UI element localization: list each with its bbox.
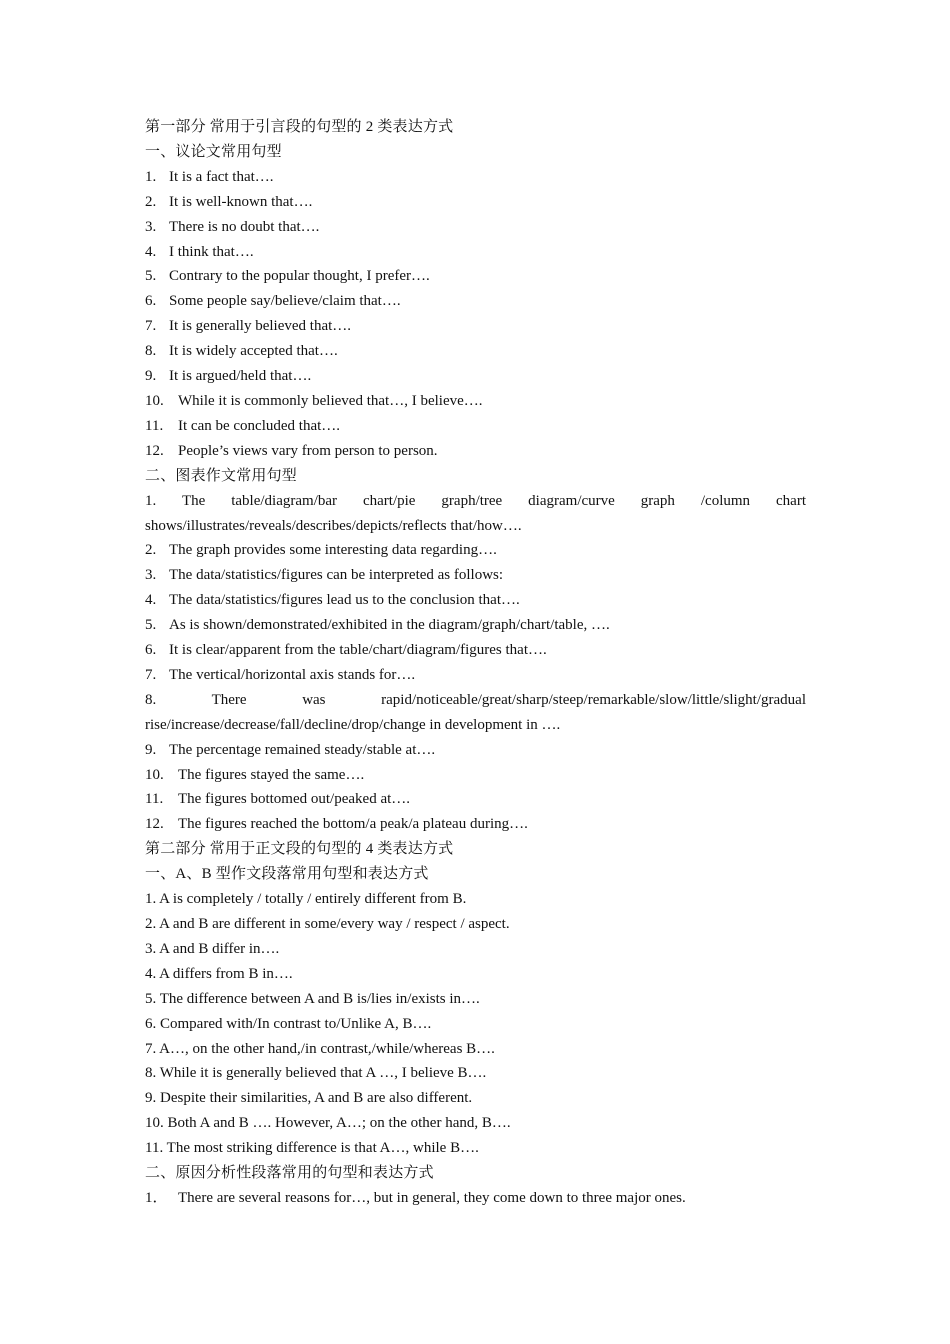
list-item-number: 8. xyxy=(145,343,157,360)
list-item-text: Contrary to the popular thought, I prefer…. xyxy=(169,268,430,285)
list-item xyxy=(145,339,806,364)
part2-title: 第二部分 常用于正文段的句型的 4 类表达方式 xyxy=(145,841,454,858)
list-item-number: 4. xyxy=(145,243,157,260)
list-item-number: 2. xyxy=(145,542,157,559)
list-item xyxy=(145,240,806,265)
list-item xyxy=(145,1186,806,1211)
list-item-text: The figures bottomed out/peaked at…. xyxy=(178,791,411,808)
list-item-number: 9. xyxy=(145,368,157,385)
list-item xyxy=(145,264,806,289)
list-item-number: 12. xyxy=(145,442,164,459)
list-item-number: 5. xyxy=(145,268,157,285)
list-item-number: 3. xyxy=(145,218,157,235)
part2-section1-list xyxy=(145,887,806,1161)
part2-section2-heading: 二、原因分析性段落常用的句型和表达方式 xyxy=(145,1165,434,1182)
list-item-number: 5. xyxy=(145,617,157,634)
list-item: 8. While it is generally believed that A …, I believe B…. xyxy=(145,1065,487,1082)
list-item: 6. Compared with/In contrast to/Unlike A, B…. xyxy=(145,1015,432,1032)
list-item: 9. Despite their similarities, A and B are also different. xyxy=(145,1090,473,1107)
part1-section1-heading: 一、议论文常用句型 xyxy=(145,143,282,160)
list-item-continuation: rise/increase/decrease/fall/decline/drop/change in development in …. xyxy=(145,716,561,733)
list-item-text: It can be concluded that…. xyxy=(178,417,341,434)
list-item-number: 10. xyxy=(145,766,164,783)
list-item-text: The graph provides some interesting data regarding…. xyxy=(169,542,497,559)
list-item-text: It is well-known that…. xyxy=(169,193,313,210)
list-item xyxy=(145,414,806,439)
list-item-number: 6. xyxy=(145,293,157,310)
part1-title: 第一部分 常用于引言段的句型的 2 类表达方式 xyxy=(145,119,454,135)
list-item: 1. The table/diagram/bar chart/pie graph/tree diagram/curve graph /column chart xyxy=(145,492,806,509)
list-item-text: There is no doubt that…. xyxy=(169,218,320,235)
list-item xyxy=(145,613,806,638)
part1-section2-list-b xyxy=(145,738,806,838)
list-item xyxy=(145,588,806,613)
list-item-number: 7. xyxy=(145,318,157,335)
list-item xyxy=(145,787,806,812)
part2-section1-heading: 一、A、B 型作文段落常用句型和表达方式 xyxy=(145,866,429,883)
list-item-text: The vertical/horizontal axis stands for…. xyxy=(169,666,416,683)
list-item-number: 12. xyxy=(145,816,164,833)
list-item: 2. A and B are different in some/every way / respect / aspect. xyxy=(145,916,510,932)
list-item xyxy=(145,439,806,464)
list-item xyxy=(145,190,806,215)
list-item: 3. A and B differ in…. xyxy=(145,940,280,957)
list-item: 1. A is completely / totally / entirely different from B. xyxy=(145,891,467,908)
part1-section2-list-a xyxy=(145,538,806,687)
list-item: 8. There was rapid/noticeable/great/sharp/steep/remarkable/slow/little/slight/gradual xyxy=(145,691,806,708)
list-item-text: As is shown/demonstrated/exhibited in the diagram/graph/chart/table, …. xyxy=(169,617,610,634)
list-item: 7. A…, on the other hand,/in contrast,/while/whereas B…. xyxy=(145,1040,495,1057)
list-item-number: 11. xyxy=(145,417,164,434)
list-item xyxy=(145,289,806,314)
list-item-number: 1. xyxy=(145,168,157,185)
list-item-text: I think that…. xyxy=(169,243,254,260)
list-item: 5. The difference between A and B is/lies in/exists in…. xyxy=(145,990,480,1007)
list-item xyxy=(145,563,806,588)
list-item xyxy=(145,663,806,688)
list-item-number: 9. xyxy=(145,741,157,758)
list-item xyxy=(145,638,806,663)
list-item-text: It is widely accepted that…. xyxy=(169,343,338,360)
list-item xyxy=(145,165,806,190)
list-item xyxy=(145,812,806,837)
list-item xyxy=(145,538,806,563)
list-item-number: 7. xyxy=(145,666,157,683)
list-item-text: It is a fact that…. xyxy=(169,168,274,185)
list-item-text: The figures reached the bottom/a peak/a plateau during…. xyxy=(178,816,528,833)
list-item-number: 10. xyxy=(145,392,164,409)
list-item-number: 11. xyxy=(145,791,164,808)
part1-section1-list xyxy=(145,165,806,464)
list-item-text: It is clear/apparent from the table/chart/diagram/figures that…. xyxy=(169,642,547,659)
list-item-text: There are several reasons for…, but in general, they come down to three major ones. xyxy=(178,1189,686,1206)
list-item-text: Some people say/believe/claim that…. xyxy=(169,293,401,310)
list-item-number: 1． xyxy=(145,1189,168,1206)
list-item-text: The data/statistics/figures can be interpreted as follows: xyxy=(169,567,504,584)
list-item-text: The percentage remained steady/stable at…. xyxy=(169,741,436,758)
part1-section2-heading: 二、图表作文常用句型 xyxy=(145,467,298,484)
list-item-text: It is argued/held that…. xyxy=(169,368,312,385)
list-item-continuation: shows/illustrates/reveals/describes/depicts/reflects that/how…. xyxy=(145,517,522,534)
list-item xyxy=(145,738,806,763)
document-page xyxy=(145,115,806,1211)
list-item: 10. Both A and B …. However, A…; on the other hand, B…. xyxy=(145,1115,511,1132)
list-item xyxy=(145,763,806,788)
list-item xyxy=(145,364,806,389)
list-item-text: While it is commonly believed that…, I believe…. xyxy=(178,392,483,409)
list-item: 11. The most striking difference is that A…, while B…. xyxy=(145,1140,479,1157)
list-item-number: 4. xyxy=(145,592,157,609)
list-item xyxy=(145,215,806,240)
list-item: 4. A differs from B in…. xyxy=(145,965,293,982)
list-item-text: People’s views vary from person to person. xyxy=(178,442,438,459)
list-item xyxy=(145,389,806,414)
list-item-number: 2. xyxy=(145,193,157,210)
list-item-number: 6. xyxy=(145,642,157,659)
list-item xyxy=(145,314,806,339)
list-item-text: It is generally believed that…. xyxy=(169,318,352,335)
list-item-number: 3. xyxy=(145,567,157,584)
list-item-text: The data/statistics/figures lead us to the conclusion that…. xyxy=(169,592,520,609)
list-item-text: The figures stayed the same…. xyxy=(178,766,365,783)
